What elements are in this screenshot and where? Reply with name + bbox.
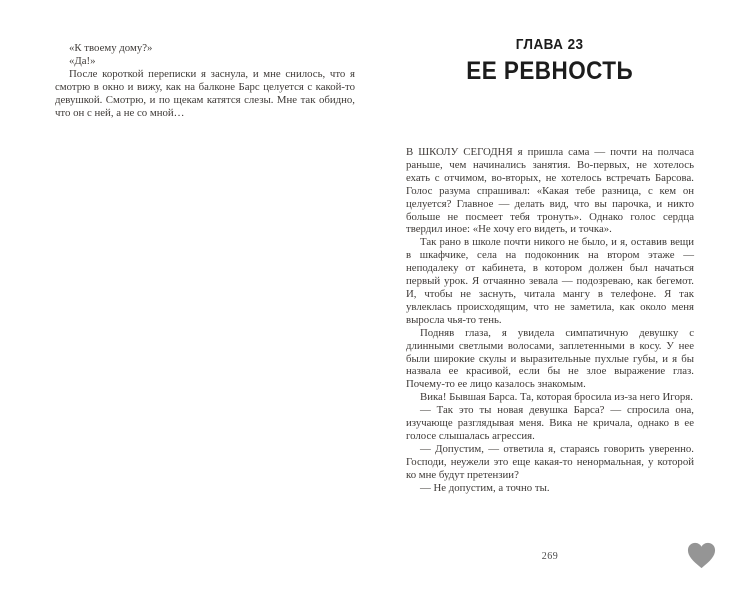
dialogue-line: «Да!»: [69, 54, 96, 67]
chapter-heading: [406, 36, 694, 86]
dialogue-line: — Не допустим, а точно ты.: [420, 481, 550, 494]
paragraph: В ШКОЛУ СЕГОДНЯ я пришла сама — почти на полчаса раньше, чем начинались занятия. Во-первых, не хотелось ехать с отчимом, во-вторых, не хотелось встречать Барсова. Голос разума спрашивал: «Какая тебе разница, с кем он целуется? Главное — делать вид, что вы парочка, и никто больше не посмеет тебя тронуть». Однако голос сердца твердил иное: «Не хочу его видеть, и точка».: [406, 146, 694, 236]
chapter-body-text: [406, 146, 694, 494]
dialogue-line: — Допустим, — ответила я, стараясь говорить уверенно. Господи, неужели это еще какая-то ненормальная, у которой ко мне будут претензии?: [406, 442, 694, 481]
left-page: [55, 42, 355, 119]
chapter-number-label: ГЛАВА 23: [516, 36, 584, 53]
chapter-title: ЕЕ РЕВНОСТЬ: [466, 57, 634, 85]
paragraph: Вика! Бывшая Барса. Та, которая бросила из-за него Игоря.: [420, 391, 693, 404]
right-page: [406, 0, 694, 590]
heart-icon-shape: [688, 543, 715, 568]
paragraph: Подняв глаза, я увидела симпатичную девушку с длинными светлыми волосами, заплетенными в косу. У нее были широкие скулы и выразительные пухлые губы, и я бы назвала ее красивой, если бы не злое выражение глаз. Почему-то ее лицо казалось знакомым.: [406, 326, 694, 391]
heart-icon: [686, 540, 717, 571]
dialogue-line: — Так это ты новая девушка Барса? — спросила она, изучающе разглядывая меня. Вика не кричала, однако в ее голосе слышалась агрессия.: [406, 404, 694, 442]
paragraph: Так рано в школе почти никого не было, и я, оставив вещи в шкафчике, села на подоконник на втором этаже — неподалеку от кабинета, в котором должен был начаться первый урок. Я отчаянно зевала — подозреваю, как бегемот. И, чтобы не заснуть, читала мангу в телефоне. Я так увлеклась происходящим, что не заметила, как около меня выросла чья-то тень.: [406, 236, 694, 326]
dialogue-line: «К твоему дому?»: [69, 42, 153, 54]
favorite-heart-button[interactable]: [686, 540, 717, 571]
paragraph: После короткой переписки я заснула, и мне снилось, что я смотрю в окно и вижу, как на балконе Барс целуется с какой-то девушкой. Смотрю, и по щекам катятся слезы. Мне так обидно, что он с ней, а не со мной…: [55, 67, 355, 119]
page-number: 269: [541, 551, 559, 562]
